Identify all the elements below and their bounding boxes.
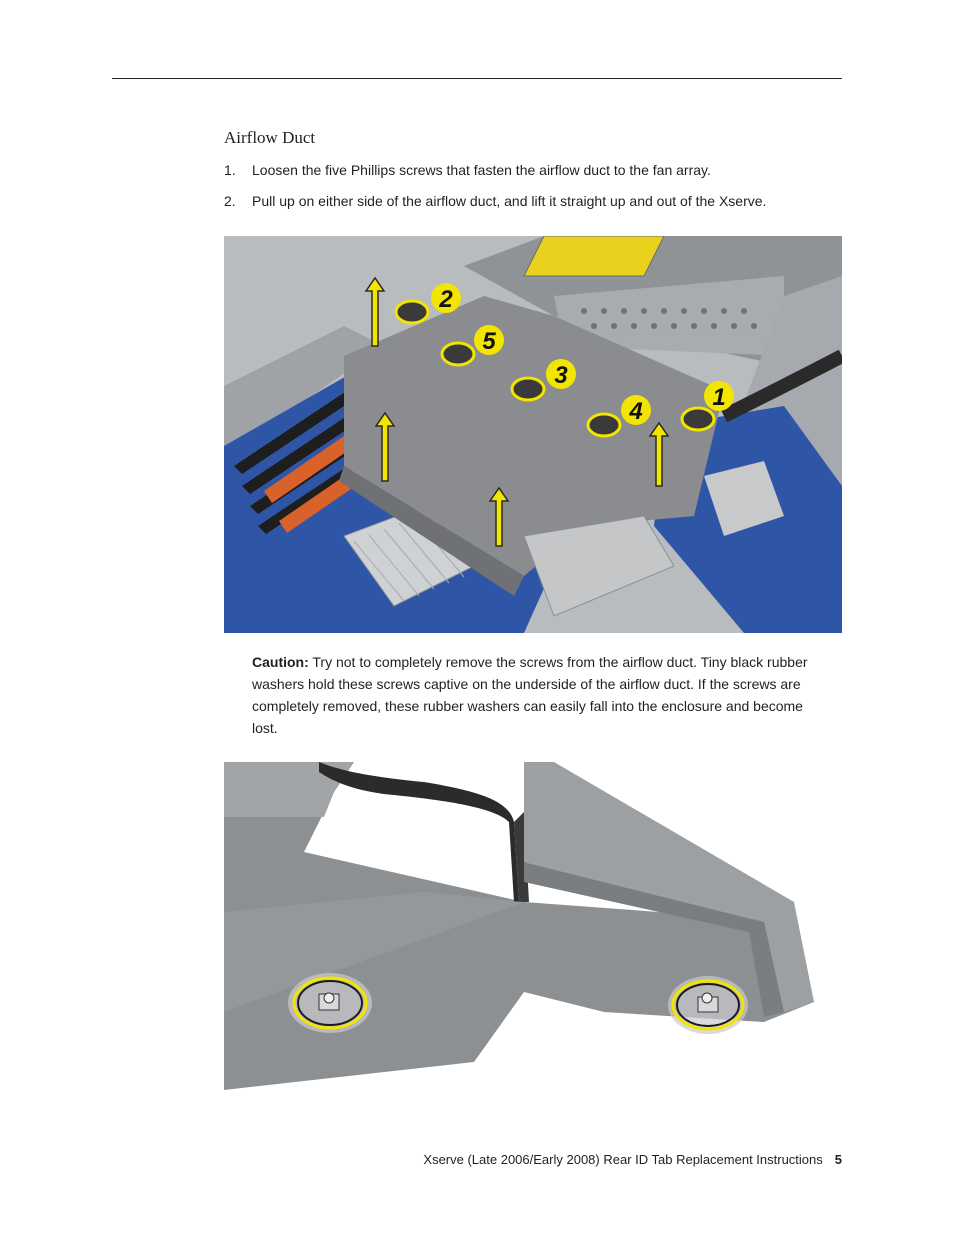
duct-underside-photo (224, 762, 842, 1090)
callout-4: 4 (629, 398, 643, 425)
header-rule (112, 78, 842, 79)
caution-label: Caution: (252, 654, 309, 670)
section-title: Airflow Duct (224, 128, 316, 147)
callout-3: 3 (554, 362, 568, 389)
footer-title: Xserve (Late 2006/Early 2008) Rear ID Tab Replacement Instructions (423, 1152, 823, 1167)
caution-note (252, 651, 832, 739)
page-number: 5 (834, 1152, 842, 1167)
callout-5: 5 (482, 328, 496, 355)
airflow-duct-photo (224, 236, 842, 633)
step-number: 1. (224, 162, 236, 178)
step-text: Loosen the five Phillips screws that fasten the airflow duct to the fan array. (252, 162, 711, 178)
callout-1: 1 (712, 384, 726, 411)
callout-2: 2 (439, 286, 453, 313)
page-footer (423, 1152, 842, 1167)
step-number: 2. (224, 193, 236, 209)
caution-text: Try not to completely remove the screws from the airflow duct. Tiny black rubber washers hold these screws captive on the underside of the airflow duct. If the screws are completely removed, these rubber washers can easily fall into the enclosure and become lost. (252, 654, 808, 736)
step-text: Pull up on either side of the airflow duct, and lift it straight up and out of the Xserve. (252, 193, 767, 209)
